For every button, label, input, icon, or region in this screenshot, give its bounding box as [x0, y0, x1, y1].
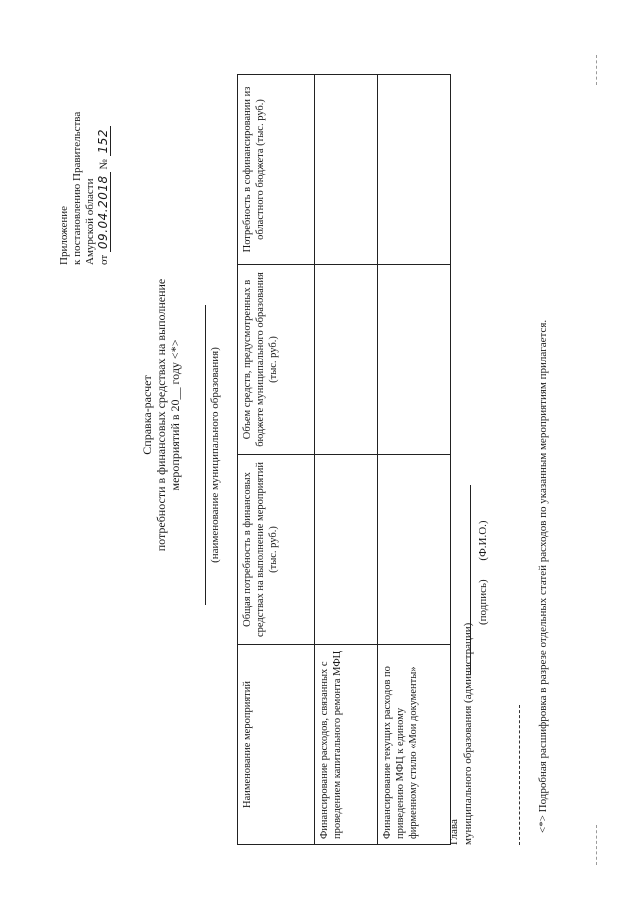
table-cell: Финансирование расходов, связанных с проведением капитального ремонта МФЦ	[315, 645, 378, 845]
table-cell	[315, 455, 378, 645]
handwritten-number: 152	[96, 126, 111, 156]
title-line-3: мероприятий в 20__ году <*>	[168, 339, 182, 491]
fio-hint: (Ф.И.О.)	[477, 520, 489, 561]
column-header: Наименование мероприятий	[238, 645, 315, 845]
title-line-1: Справка-расчет	[140, 375, 154, 455]
appendix-decree: к постановлению Правительства	[71, 111, 83, 265]
footnote: <*> Подробная расшифровка в разрезе отдельных статей расходов по указанным мероприятиям прилагается.	[537, 319, 549, 833]
municipality-caption: (наименование муниципального образования)	[205, 305, 222, 605]
column-header: Общая потребность в финансовых средствах на выполнение мероприятий (тыс. руб.)	[238, 455, 315, 645]
signatory-organization: муниципального образования (администрации)	[462, 622, 474, 845]
table-cell	[378, 265, 451, 455]
signature-line	[470, 485, 471, 675]
date-prefix: от	[98, 254, 110, 265]
scan-edge-mark	[596, 825, 597, 865]
scan-edge-mark	[596, 55, 597, 85]
document-title	[140, 255, 182, 575]
signature-hint: (подпись)	[477, 579, 489, 625]
table-cell	[378, 75, 451, 265]
table-cell	[315, 75, 378, 265]
appendix-date-line	[97, 65, 111, 265]
signature-hints	[476, 520, 490, 625]
column-header: Потребность в софинансировании из областного бюджета (тыс. руб.)	[238, 75, 315, 265]
table-row	[315, 75, 378, 845]
number-prefix: №	[98, 159, 110, 170]
column-header: Объем средств, предусмотренных в бюджете муниципального образования (тыс. руб.)	[238, 265, 315, 455]
table-cell	[315, 265, 378, 455]
funding-table	[237, 74, 451, 845]
signatory-title: Глава	[448, 819, 460, 845]
appendix-header	[58, 65, 111, 265]
appendix-region: Амурской области	[84, 178, 96, 265]
table-header-row	[238, 75, 315, 845]
appendix-label: Приложение	[58, 205, 70, 265]
table-row	[378, 75, 451, 845]
title-line-2: потребности в финансовых средствах на выполнение	[154, 278, 168, 552]
table-cell: Финансирование текущих расходов по приведению МФЦ к единому фирменному стилю «Мои документы»	[378, 645, 451, 845]
footnote-rule	[519, 705, 520, 845]
handwritten-date: 09.04.2018	[96, 172, 111, 252]
table-cell	[378, 455, 451, 645]
